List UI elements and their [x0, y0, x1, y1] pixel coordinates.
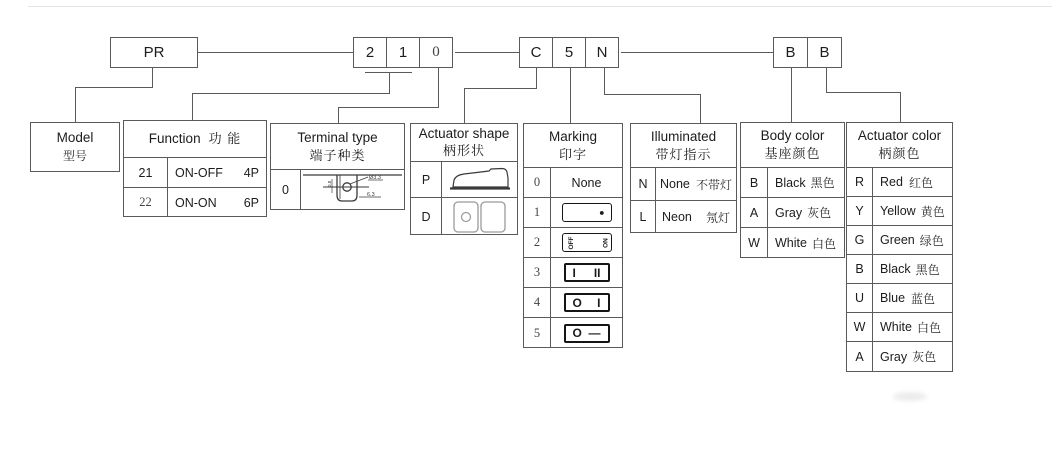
- connector-line: [700, 94, 701, 123]
- model-box: [30, 122, 120, 172]
- connector-line: [604, 94, 701, 95]
- connector-line: [338, 107, 339, 123]
- paddle-actuator-icon: [447, 166, 513, 194]
- actuator-color-title-cn: 柄颜色: [878, 146, 921, 162]
- color-cn: 白色: [916, 320, 941, 335]
- marking-row: [524, 318, 622, 348]
- marking-row: [524, 198, 622, 228]
- terminal-title-en: Terminal type: [297, 129, 378, 145]
- illuminated-name: Neon: [662, 210, 692, 224]
- illuminated-table: [630, 123, 737, 233]
- connector-line: [198, 52, 353, 53]
- connector-line: [536, 68, 537, 88]
- actuator-color-code: A: [847, 342, 873, 371]
- actuator-shape-row: [411, 198, 517, 235]
- color-name: Green: [880, 233, 915, 247]
- function-poles: 6P: [243, 195, 259, 210]
- marking-symbol-off-on-icon: OFF ON: [562, 233, 612, 252]
- connector-line: [464, 88, 465, 123]
- actuator-shape-title-cn: 柄形状: [442, 142, 485, 158]
- actuator-color-code: B: [847, 255, 873, 283]
- actuator-color-title-en: Actuator color: [857, 128, 942, 144]
- code-cell: N: [585, 37, 619, 68]
- body-color-table: [740, 122, 845, 258]
- marking-title-en: Marking: [548, 128, 597, 144]
- color-name: Black: [880, 262, 911, 276]
- marking-row: [524, 258, 622, 288]
- color-cn: 黑色: [810, 176, 835, 190]
- actuator-shape-code: P: [411, 162, 442, 197]
- rocker-actuator-icon: [449, 200, 511, 234]
- actuator-color-table: [846, 122, 953, 372]
- code-group-shape-marking-lamp: [519, 37, 619, 68]
- terminal-title-cn: 端子种类: [309, 147, 366, 163]
- actuator-color-code: W: [847, 313, 873, 341]
- connector-line: [438, 68, 439, 107]
- actuator-color-row: [847, 226, 952, 255]
- illuminated-code: N: [631, 168, 656, 200]
- function-title-en: Function: [148, 130, 201, 146]
- connector-line: [570, 68, 571, 123]
- marking-header: [524, 124, 622, 168]
- marking-none-label: None: [571, 175, 602, 190]
- marking-code: 3: [524, 258, 551, 287]
- actuator-shape-title-en: Actuator shape: [418, 125, 510, 141]
- connector-line: [455, 52, 519, 53]
- watermark-smudge: [893, 392, 927, 401]
- body-color-header: [741, 123, 844, 168]
- marking-row: [524, 228, 622, 258]
- actuator-color-code: Y: [847, 197, 873, 225]
- color-cn: 黑色: [915, 262, 940, 277]
- color-name: White: [880, 320, 912, 334]
- code-cell: B: [807, 37, 842, 68]
- code-cell: 1: [386, 37, 420, 68]
- marking-code: 0: [524, 168, 551, 197]
- code-cell: 2: [353, 37, 387, 68]
- illuminated-row: [631, 168, 736, 201]
- function-title-cn: 功 能: [208, 131, 242, 147]
- code-cell: 5: [552, 37, 586, 68]
- code-prefix-text: PR: [143, 44, 165, 61]
- connector-line: [389, 72, 390, 93]
- body-color-row: [741, 198, 844, 228]
- terminal-dim-hole: Ø3.3: [369, 175, 381, 181]
- actuator-color-row: [847, 342, 952, 371]
- function-name: ON-ON: [175, 195, 217, 210]
- illuminated-cn: 不带灯: [695, 177, 732, 192]
- code-cell: B: [773, 37, 808, 68]
- actuator-shape-header: [411, 124, 517, 162]
- color-name: Black: [775, 175, 806, 190]
- terminal-header: [271, 124, 404, 170]
- code-cell: 0: [419, 37, 453, 68]
- color-cn: 黄色: [920, 204, 945, 219]
- marking-code: 5: [524, 318, 551, 348]
- body-color-code: B: [741, 168, 768, 197]
- code-cell: C: [519, 37, 553, 68]
- terminal-type-table: [270, 123, 405, 210]
- illuminated-code: L: [631, 201, 656, 233]
- illuminated-header: [631, 124, 736, 168]
- illuminated-title-en: Illuminated: [650, 128, 717, 144]
- illuminated-title-cn: 带灯指示: [655, 146, 712, 162]
- actuator-color-code: G: [847, 226, 873, 254]
- body-color-title-cn: 基座颜色: [764, 146, 821, 162]
- terminal-drawing-icon: [301, 171, 404, 209]
- actuator-color-row: [847, 168, 952, 197]
- terminal-code: 0: [271, 170, 301, 210]
- body-color-row: [741, 168, 844, 198]
- color-name: Red: [880, 175, 903, 189]
- illuminated-name: None: [660, 177, 690, 191]
- connector-line: [621, 52, 773, 53]
- actuator-shape-code: D: [411, 198, 442, 235]
- function-header: [124, 121, 266, 158]
- function-row: [124, 158, 266, 188]
- connector-line: [826, 68, 827, 92]
- color-cn: 灰色: [807, 206, 832, 220]
- color-cn: 灰色: [912, 350, 937, 364]
- top-divider: [28, 6, 1052, 7]
- actuator-color-row: [847, 197, 952, 226]
- code-box-prefix: [110, 37, 198, 68]
- actuator-color-header: [847, 123, 952, 168]
- function-code: 22: [124, 188, 168, 217]
- marking-symbol-i-ii-icon: I II: [564, 263, 610, 282]
- actuator-shape-table: [410, 123, 518, 235]
- connector-line: [152, 68, 153, 87]
- marking-symbol-o-dash-icon: O —: [564, 324, 610, 343]
- function-table: [123, 120, 267, 217]
- model-title-en: Model: [56, 130, 94, 146]
- color-cn: 绿色: [919, 233, 944, 248]
- actuator-color-row: [847, 313, 952, 342]
- marking-code: 1: [524, 198, 551, 227]
- connector-line: [192, 93, 390, 94]
- marking-row: [524, 288, 622, 318]
- body-color-row: [741, 228, 844, 258]
- connector-line: [900, 92, 901, 122]
- color-name: Gray: [880, 349, 908, 364]
- color-name: White: [775, 236, 807, 250]
- connector-line: [826, 92, 901, 93]
- marking-symbol-dot-icon: ●: [562, 203, 612, 222]
- function-poles: 4P: [243, 165, 259, 180]
- function-name: ON-OFF: [175, 165, 223, 180]
- actuator-color-code: U: [847, 284, 873, 312]
- connector-line: [604, 68, 605, 94]
- connector-line: [338, 107, 439, 108]
- color-name: Blue: [880, 291, 906, 305]
- code-group-function-terminal: [353, 37, 453, 68]
- color-name: Yellow: [880, 204, 916, 218]
- connector-line: [464, 88, 537, 89]
- body-color-code: A: [741, 198, 768, 227]
- function-row: [124, 188, 266, 217]
- function-code: 21: [124, 158, 168, 187]
- marking-symbol-o-i-icon: O I: [564, 293, 610, 312]
- actuator-color-code: R: [847, 168, 873, 196]
- marking-code: 2: [524, 228, 551, 257]
- marking-table: [523, 123, 623, 348]
- connector-line: [75, 87, 76, 122]
- marking-title-cn: 印字: [558, 146, 587, 162]
- illuminated-row: [631, 201, 736, 233]
- terminal-row: [271, 170, 404, 210]
- color-cn: 红色: [908, 175, 933, 190]
- connector-line: [75, 87, 153, 88]
- marking-row: [524, 168, 622, 198]
- connector-line: [192, 93, 193, 120]
- color-cn: 蓝色: [911, 291, 936, 306]
- body-color-code: W: [741, 228, 768, 258]
- actuator-shape-row: [411, 162, 517, 198]
- body-color-title-en: Body color: [760, 128, 825, 144]
- terminal-dim-thickness: 0.8: [327, 180, 332, 187]
- connector-line: [791, 68, 792, 122]
- illuminated-cn: 氖灯: [705, 210, 730, 225]
- color-cn: 白色: [811, 236, 836, 251]
- code-group-colors: [773, 37, 842, 68]
- color-name: Gray: [775, 205, 803, 220]
- terminal-dim-width: 6.3: [367, 192, 375, 198]
- actuator-color-row: [847, 255, 952, 284]
- marking-code: 4: [524, 288, 551, 317]
- actuator-color-row: [847, 284, 952, 313]
- model-title-cn: 型号: [62, 149, 87, 164]
